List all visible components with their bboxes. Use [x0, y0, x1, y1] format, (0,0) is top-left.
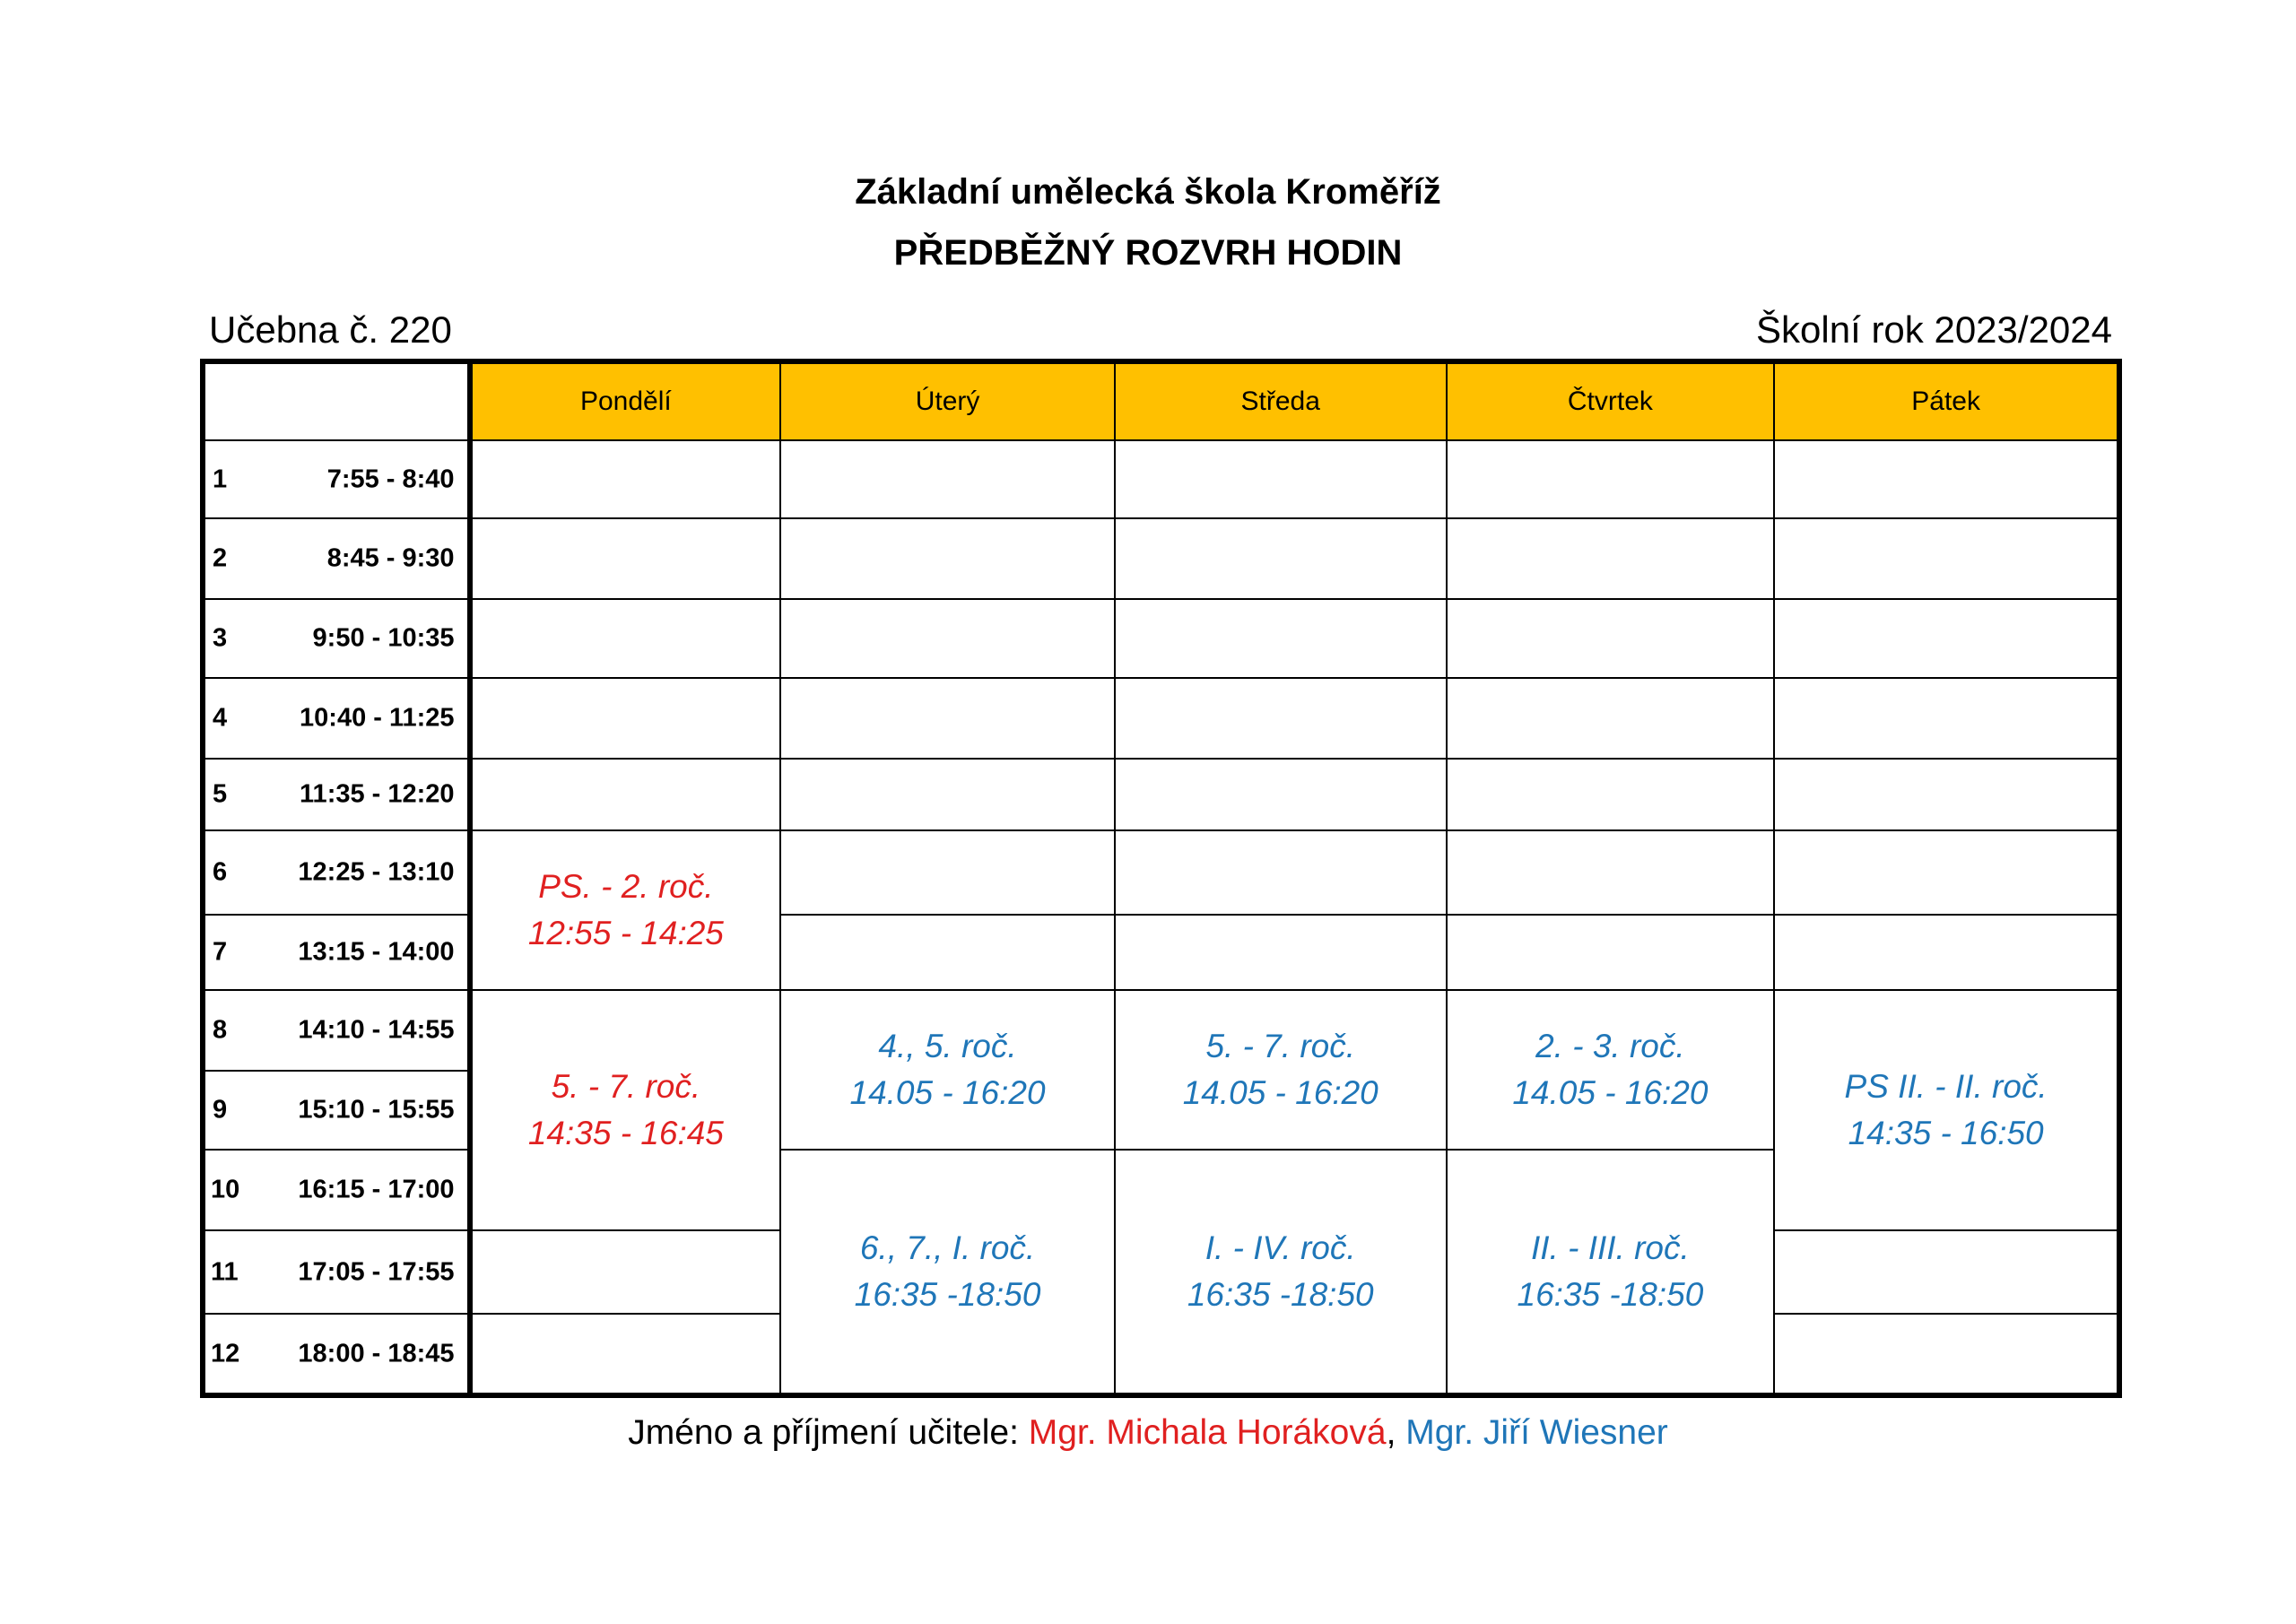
empty-cell [1774, 678, 2119, 759]
lesson-tuesday-4-5 [780, 990, 1115, 1150]
lesson-group: PS II. - II. roč. [1844, 1068, 2048, 1105]
table-row [203, 759, 2119, 830]
period-cell [203, 440, 470, 518]
empty-cell [470, 518, 781, 599]
timetable-header-row [203, 361, 2119, 440]
empty-cell [470, 440, 781, 518]
empty-cell [780, 678, 1115, 759]
period-number: 5 [213, 779, 228, 809]
empty-cell [1774, 759, 2119, 830]
timetable [200, 359, 2122, 1398]
empty-cell [470, 1314, 781, 1395]
teacher-name-1: Mgr. Michala Horáková [1028, 1413, 1387, 1452]
period-time: 14:10 - 14:55 [298, 1015, 455, 1045]
empty-cell [780, 599, 1115, 678]
empty-cell [1774, 599, 2119, 678]
period-cell [203, 915, 470, 990]
period-number: 7 [213, 937, 228, 967]
lesson-time: 14.05 - 16:20 [1512, 1074, 1709, 1111]
empty-cell [1115, 830, 1447, 915]
empty-cell [780, 759, 1115, 830]
empty-cell [470, 1230, 781, 1314]
teacher-separator: , [1386, 1413, 1406, 1452]
period-time: 10:40 - 11:25 [300, 703, 455, 733]
empty-cell [1774, 830, 2119, 915]
lesson-group: II. - III. roč. [1530, 1229, 1690, 1266]
period-number: 10 [211, 1175, 240, 1204]
period-cell [203, 1071, 470, 1150]
empty-cell [1115, 440, 1447, 518]
period-number: 11 [211, 1257, 239, 1286]
lesson-time: 14:35 - 16:50 [1848, 1115, 2044, 1151]
lesson-time: 16:35 -18:50 [1517, 1276, 1704, 1313]
empty-cell [1774, 1230, 2119, 1314]
day-header-monday: Pondělí [470, 361, 781, 440]
empty-cell [1774, 1314, 2119, 1395]
lesson-group: 5. - 7. roč. [1205, 1028, 1355, 1064]
corner-cell [203, 361, 470, 440]
period-cell [203, 830, 470, 915]
period-time: 13:15 - 14:00 [298, 937, 455, 967]
period-number: 4 [213, 703, 228, 733]
empty-cell [1774, 440, 2119, 518]
empty-cell [1447, 440, 1775, 518]
period-time: 12:25 - 13:10 [298, 857, 455, 887]
teacher-name-2: Mgr. Jiří Wiesner [1405, 1413, 1668, 1452]
period-time: 9:50 - 10:35 [312, 623, 455, 653]
lesson-time: 14.05 - 16:20 [849, 1074, 1046, 1111]
empty-cell [1115, 518, 1447, 599]
lesson-wednesday-i-iv [1115, 1150, 1447, 1395]
period-cell [203, 1230, 470, 1314]
period-number: 3 [213, 623, 228, 653]
room-label: Učebna č. 220 [209, 308, 452, 351]
period-time: 8:45 - 9:30 [326, 543, 455, 573]
empty-cell [1447, 915, 1775, 990]
empty-cell [1115, 759, 1447, 830]
day-header-thursday: Čtvrtek [1447, 361, 1775, 440]
table-row [203, 599, 2119, 678]
table-row [203, 440, 2119, 518]
period-time: 15:10 - 15:55 [298, 1095, 455, 1125]
empty-cell [1774, 518, 2119, 599]
lesson-monday-5-7 [470, 990, 781, 1230]
lesson-group: 5. - 7. roč. [551, 1068, 701, 1105]
empty-cell [1115, 915, 1447, 990]
period-number: 9 [213, 1095, 228, 1125]
empty-cell [470, 759, 781, 830]
lesson-time: 16:35 -18:50 [854, 1276, 1041, 1313]
day-header-friday: Pátek [1774, 361, 2119, 440]
lesson-group: PS. - 2. roč. [538, 868, 714, 905]
period-number: 12 [211, 1339, 240, 1368]
day-header-tuesday: Úterý [780, 361, 1115, 440]
lesson-time: 12:55 - 14:25 [527, 915, 724, 951]
empty-cell [1447, 759, 1775, 830]
period-cell [203, 990, 470, 1071]
lesson-group: 2. - 3. roč. [1535, 1028, 1685, 1064]
lesson-tuesday-6-7-i [780, 1150, 1115, 1395]
empty-cell [780, 518, 1115, 599]
empty-cell [470, 678, 781, 759]
empty-cell [1447, 518, 1775, 599]
day-header-wednesday: Středa [1115, 361, 1447, 440]
lesson-time: 14.05 - 16:20 [1182, 1074, 1378, 1111]
lesson-friday-ps2 [1774, 990, 2119, 1230]
period-number: 2 [213, 543, 228, 573]
empty-cell [1115, 678, 1447, 759]
period-cell [203, 518, 470, 599]
period-time: 18:00 - 18:45 [298, 1339, 455, 1368]
lesson-group: 6., 7., I. roč. [859, 1229, 1036, 1266]
lesson-time: 14:35 - 16:45 [527, 1115, 724, 1151]
school-name: Základní umělecká škola Kroměříž [855, 172, 1441, 212]
empty-cell [1115, 599, 1447, 678]
empty-cell [780, 915, 1115, 990]
empty-cell [470, 599, 781, 678]
empty-cell [1447, 830, 1775, 915]
lesson-thursday-2-3 [1447, 990, 1775, 1150]
empty-cell [1447, 678, 1775, 759]
period-cell [203, 1314, 470, 1395]
lesson-thursday-ii-iii [1447, 1150, 1775, 1395]
page-title: PŘEDBĚŽNÝ ROZVRH HODIN [893, 233, 1403, 273]
empty-cell [780, 830, 1115, 915]
table-row [203, 830, 2119, 915]
period-time: 7:55 - 8:40 [326, 465, 455, 493]
period-time: 16:15 - 17:00 [298, 1175, 455, 1204]
table-row [203, 518, 2119, 599]
lesson-group: 4., 5. roč. [878, 1028, 1017, 1064]
period-cell [203, 759, 470, 830]
lesson-monday-ps2 [470, 830, 781, 990]
table-row [203, 678, 2119, 759]
period-number: 6 [213, 857, 228, 887]
empty-cell [780, 440, 1115, 518]
empty-cell [1447, 599, 1775, 678]
period-cell [203, 678, 470, 759]
period-cell [203, 599, 470, 678]
teacher-footer [0, 1411, 2296, 1455]
lesson-time: 16:35 -18:50 [1187, 1276, 1374, 1313]
period-cell [203, 1150, 470, 1230]
empty-cell [1774, 915, 2119, 990]
table-row [203, 990, 2119, 1071]
lesson-wednesday-5-7 [1115, 990, 1447, 1150]
teacher-label: Jméno a příjmení učitele: [628, 1413, 1029, 1452]
period-time: 11:35 - 12:20 [300, 779, 455, 809]
period-number: 1 [213, 465, 228, 493]
period-time: 17:05 - 17:55 [298, 1257, 455, 1286]
school-year-label: Školní rok 2023/2024 [1756, 308, 2112, 351]
lesson-group: I. - IV. roč. [1205, 1229, 1356, 1266]
period-number: 8 [213, 1015, 228, 1045]
